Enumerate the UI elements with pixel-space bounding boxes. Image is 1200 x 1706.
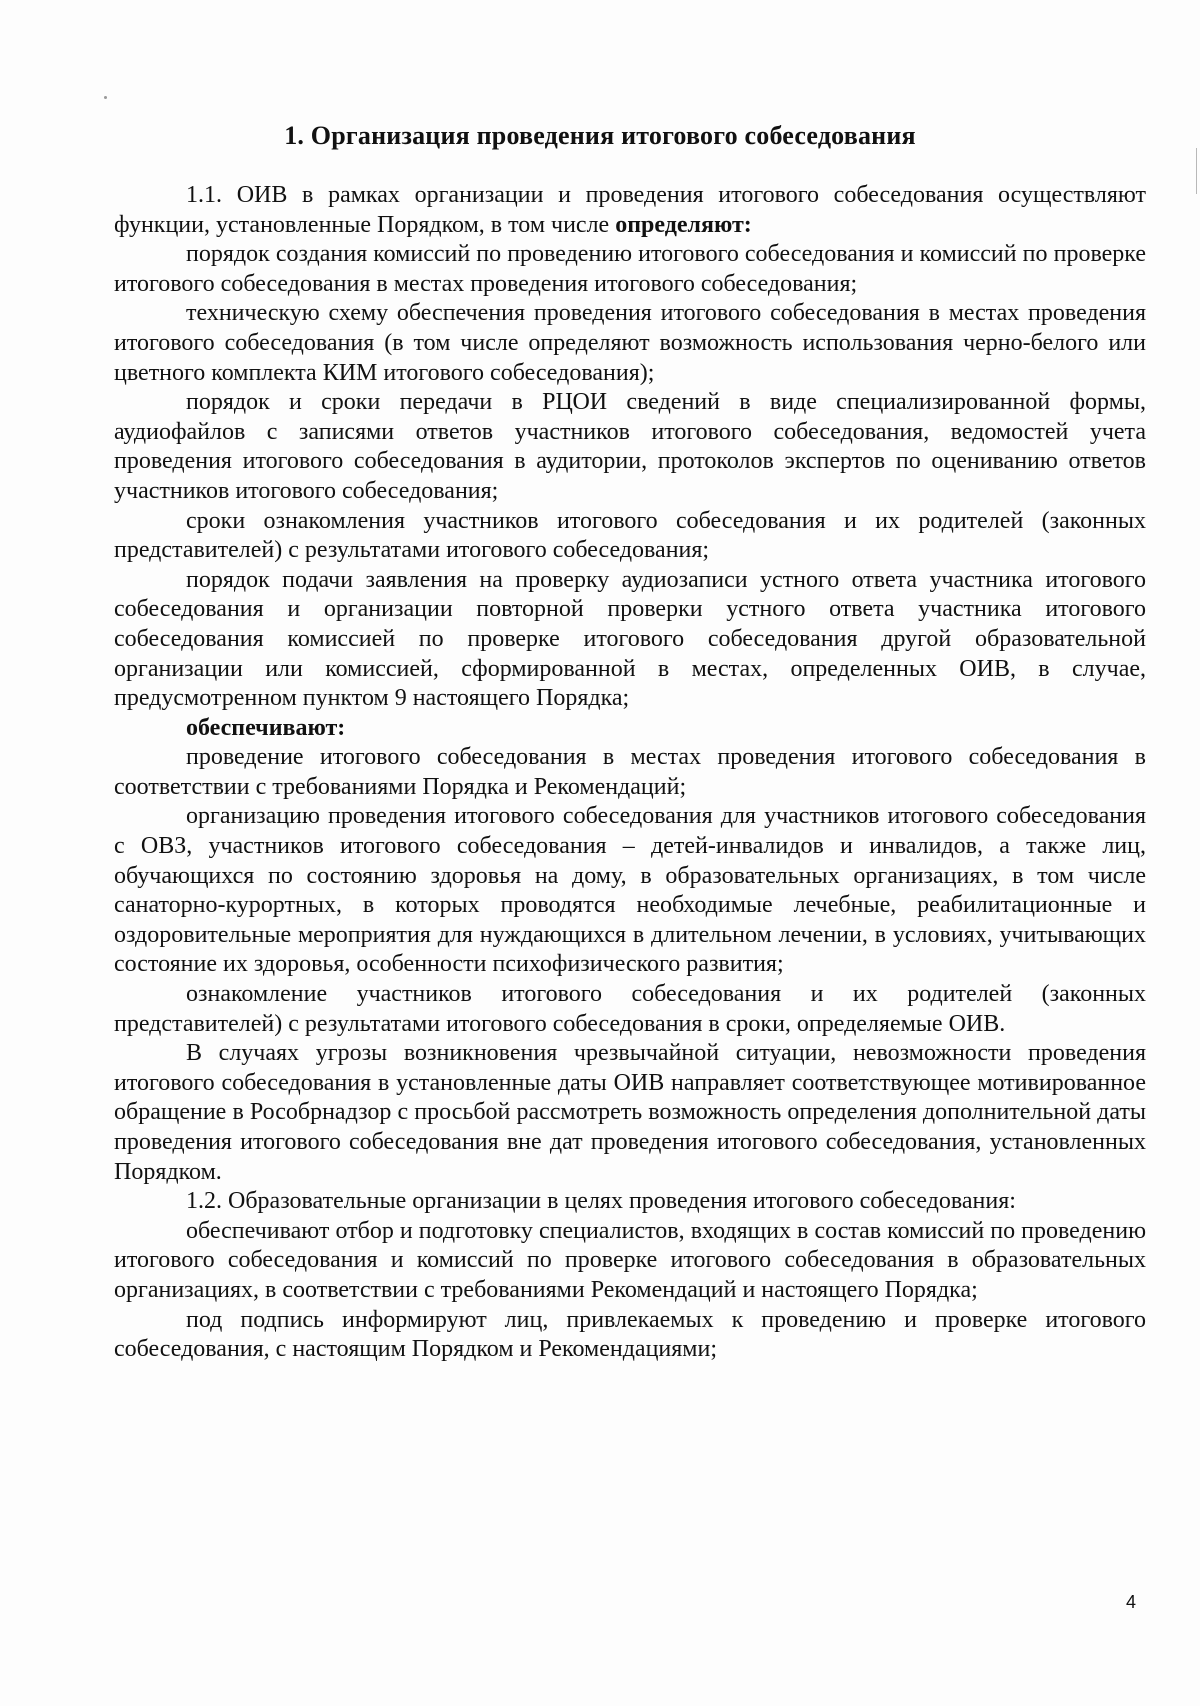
ensure-item-3: ознакомление участников итогового собеседования и их родителей (законных представителей) с результатами итогового собеседования в сроки, определяемые ОИВ. bbox=[114, 981, 1146, 1037]
ensure-item-2: организацию проведения итогового собеседования для участников итогового собеседования с ОВЗ, участников итогового собеседования – детей-инвалидов и инвалидов, а также лиц, обучающихся по состоянию здоровья на дому, в образовательных организациях, в том числе санаторно-курортных, в которых проводятся необходимые лечебные, реабилитационные и оздоровительные мероприятия для нуждающихся в длительном лечении, в условиях, учитывающих состояние их здоровья, особенности психофизического развития; bbox=[114, 803, 1146, 978]
determine-item-2: техническую схему обеспечения проведения итогового собеседования в местах проведения итогового собеседования (в том числе определяют возможность использования черно-белого или цветного комплекта КИМ итогового собеседования); bbox=[114, 300, 1146, 386]
intro-bold-determine: определяют: bbox=[615, 211, 752, 238]
ensure-heading: обеспечивают: bbox=[186, 714, 346, 741]
page-number: 4 bbox=[1126, 1592, 1137, 1612]
determine-item-4: сроки ознакомления участников итогового собеседования и их родителей (законных представителей) с результатами итогового собеседования; bbox=[114, 507, 1146, 564]
emergency-paragraph: В случаях угрозы возникновения чрезвычайной ситуации, невозможности проведения итогового собеседования в установленные даты ОИВ направляет соответствующее мотивированное обращение в Рособрнадзор с просьбой рассмотреть возможность определения дополнительной даты проведения итогового собеседования вне дат проведения итогового собеседования, установленных Порядком. bbox=[114, 1040, 1146, 1185]
determine-item-1: порядок создания комиссий по проведению итогового собеседования и комиссий по проверке итогового собеседования в местах проведения итогового собеседования; bbox=[114, 241, 1146, 297]
document-body bbox=[114, 181, 1146, 1365]
paragraph-1-2-intro: 1.2. Образовательные организации в целях проведения итогового собеседования: bbox=[186, 1188, 1016, 1215]
determine-item-5: порядок подачи заявления на проверку аудиозаписи устного ответа участника итогового собеседования и организации повторной проверки устного ответа участника итогового собеседования комиссией по проверке итогового собеседования другой образовательной организации или комиссией, сформированной в местах, определенных ОИВ, в случае, предусмотренном пунктом 9 настоящего Порядка; bbox=[114, 566, 1146, 712]
scan-artifact-dot bbox=[104, 96, 107, 99]
section-heading: 1. Организация проведения итогового собеседования bbox=[284, 121, 916, 150]
paragraph-1-1-intro bbox=[114, 181, 1146, 240]
scan-artifact-line bbox=[1196, 148, 1197, 194]
ensure-item-1: проведение итогового собеседования в местах проведения итогового собеседования в соответствии с требованиями Порядка и Рекомендаций; bbox=[114, 744, 1146, 800]
section-1-2-item-2: под подпись информируют лиц, привлекаемых к проведению и проверке итогового собеседования, с настоящим Порядком и Рекомендациями; bbox=[114, 1306, 1146, 1363]
intro-text: 1.1. ОИВ в рамках организации и проведения итогового собеседования осуществляют функции, установленные Порядком, в том числе bbox=[114, 182, 1146, 238]
section-1-2-item-1: обеспечивают отбор и подготовку специалистов, входящих в состав комиссий по проведению итогового собеседования и комиссий по проверке итогового собеседования в образовательных организациях, в соответствии с требованиями Рекомендаций и настоящего Порядка; bbox=[114, 1217, 1146, 1303]
determine-item-3: порядок и сроки передачи в РЦОИ сведений в виде специализированной формы, аудиофайлов с записями ответов участников итогового собеседования, ведомостей учета проведения итогового собеседования в аудитории, протоколов экспертов по оцениванию ответов участников итогового собеседования; bbox=[114, 389, 1146, 504]
